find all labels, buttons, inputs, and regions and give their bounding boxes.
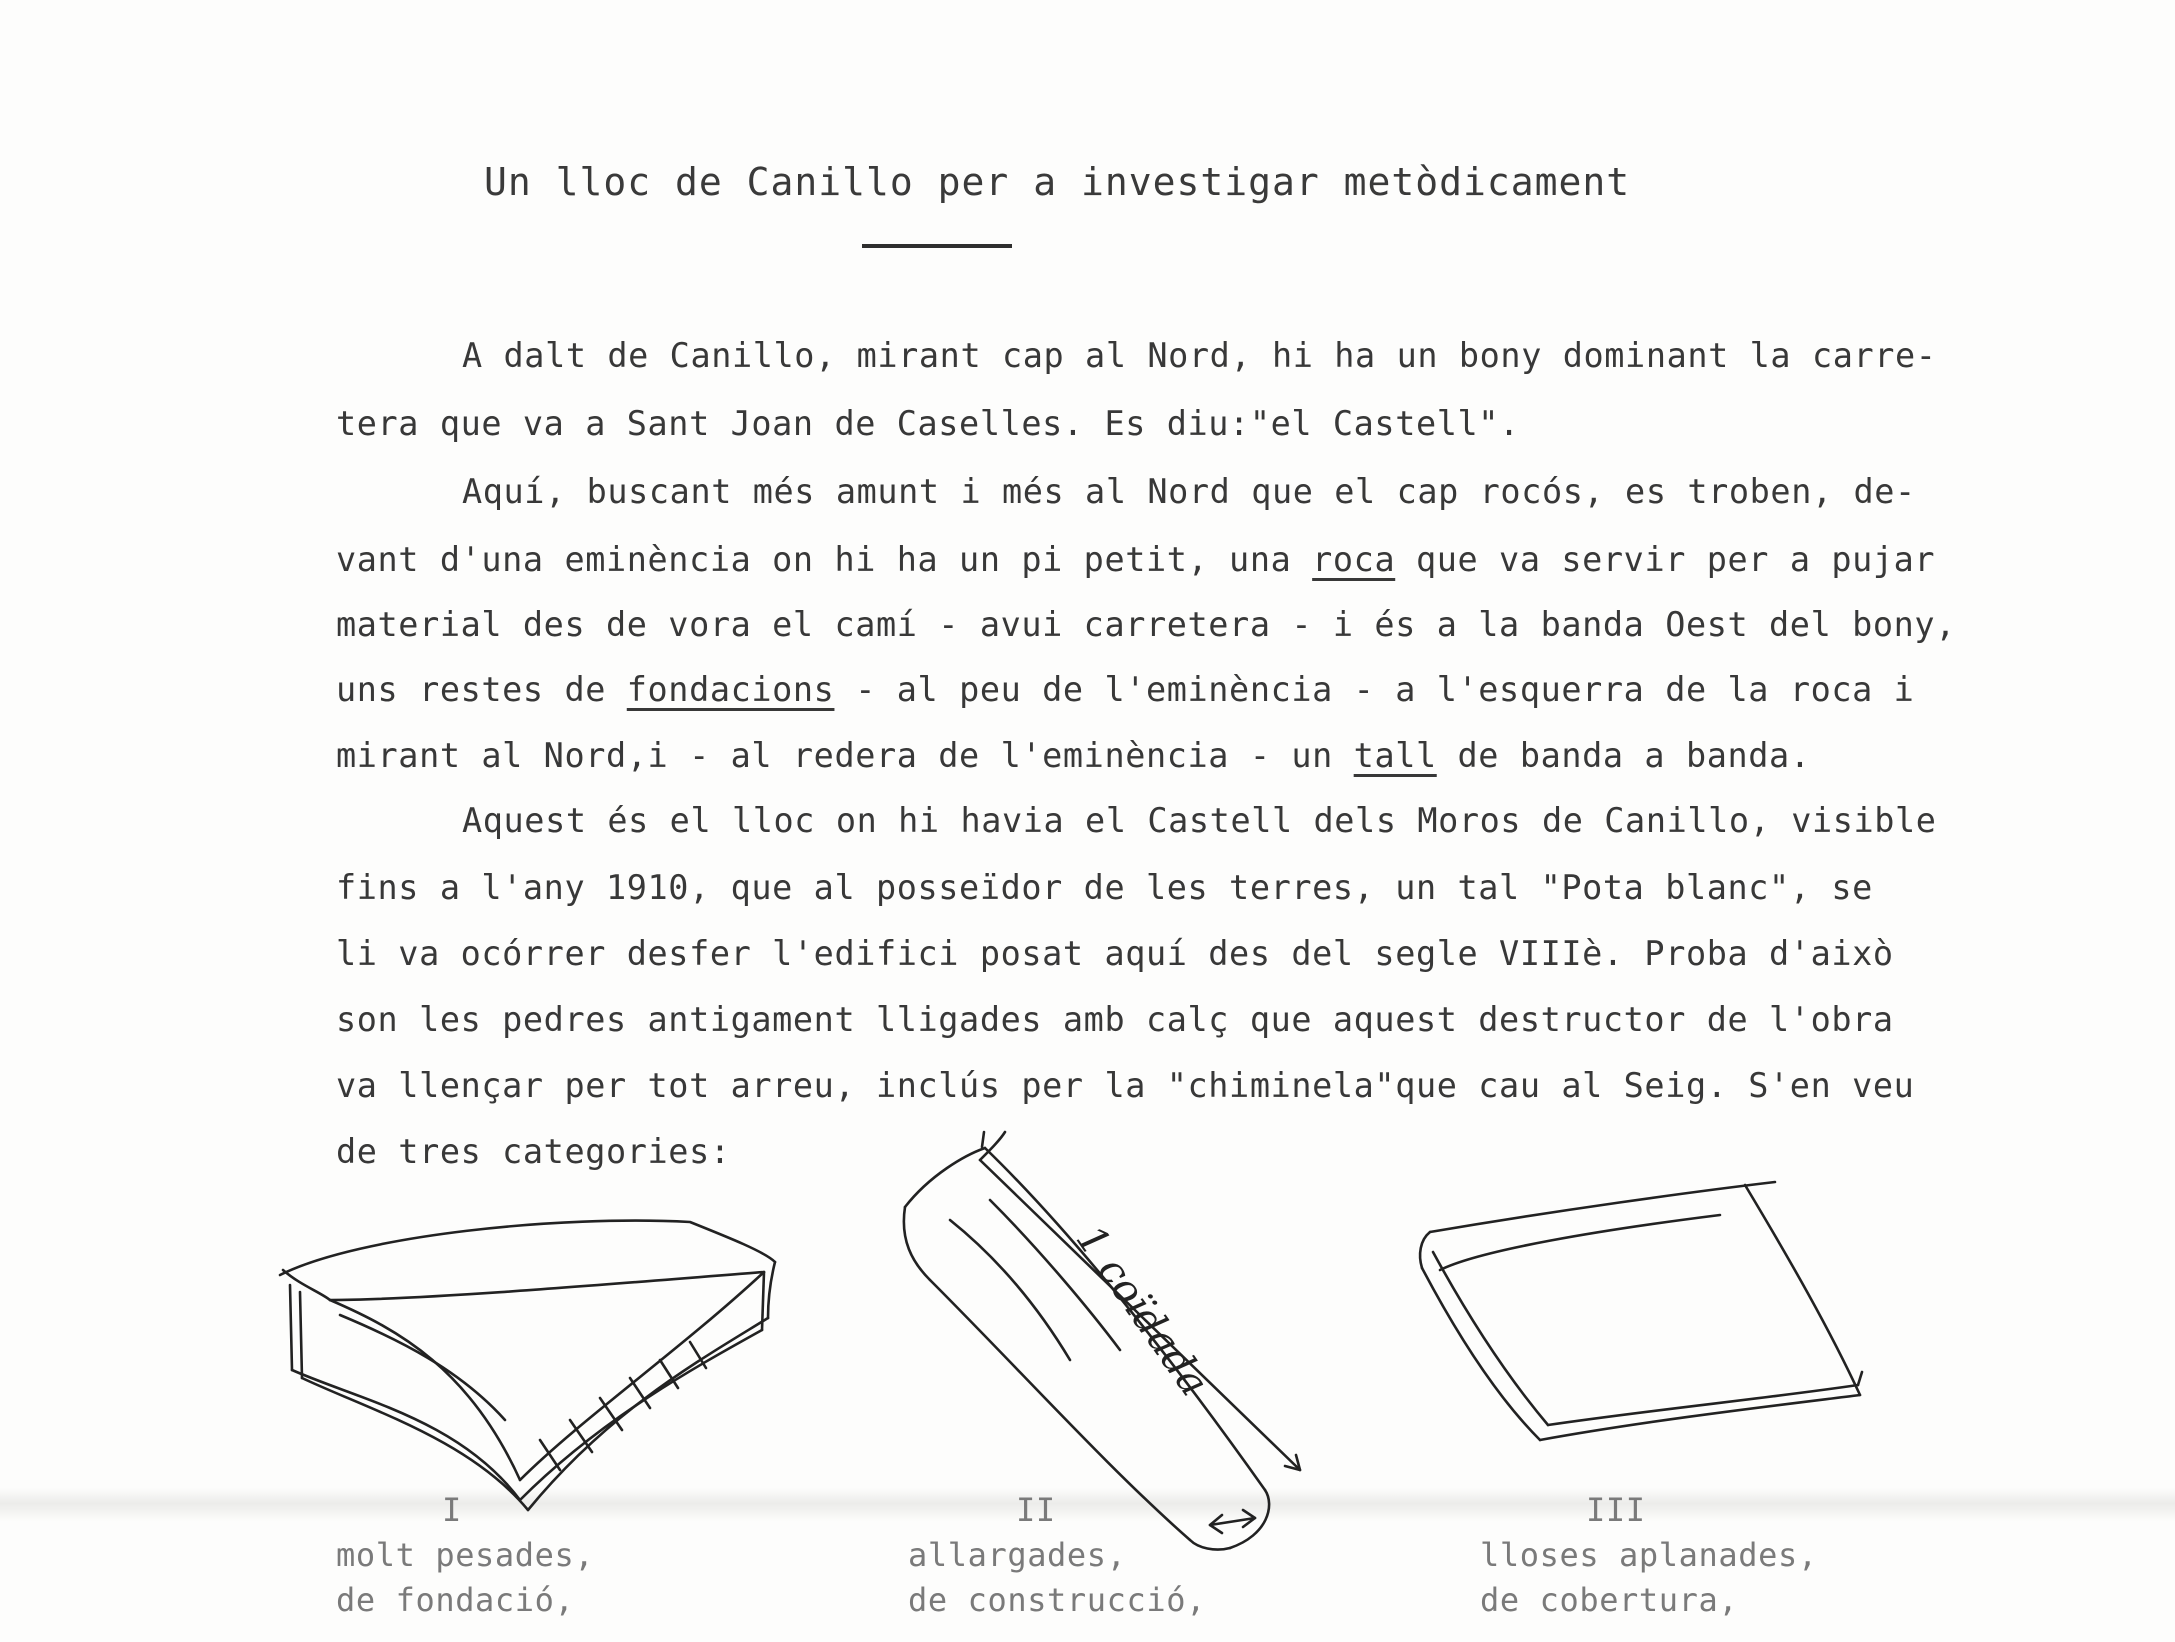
- paragraph2-line4-part-a: uns restes de: [336, 670, 627, 709]
- paragraph3-line4: son les pedres antigament lligades amb calç que aquest destructor de l'obra: [336, 1000, 1894, 1039]
- paragraph2-line2-part-b: que va servir per a pujar: [1395, 540, 1936, 579]
- paragraph2-line1: Aquí, buscant més amunt i més al Nord que el cap rocós, es troben, de-: [462, 472, 1916, 511]
- paragraph2-line4: [336, 670, 1914, 709]
- paragraph2-line5-part-b: de banda a banda.: [1436, 736, 1811, 775]
- sketch-annotation-text: 1 coïdada: [1066, 1217, 1218, 1405]
- paragraph2-line5: [336, 736, 1811, 775]
- category-1-line2: de fondació,: [336, 1581, 575, 1619]
- paragraph1-line2: tera que va a Sant Joan de Caselles. Es diu:"el Castell".: [336, 404, 1520, 443]
- sketch-foundation-stone: [280, 1221, 775, 1510]
- category-numeral-3: III: [1586, 1491, 1646, 1529]
- paragraph2-line3: material des de vora el camí - avui carretera - i és a la banda Oest del bony,: [336, 605, 1956, 644]
- document-title: Un lloc de Canillo per a investigar metòdicament: [484, 160, 1631, 204]
- paragraph2-line4-part-b: - al peu de l'eminència - a l'esquerra de la roca i: [834, 670, 1915, 709]
- category-caption-1: [336, 1488, 594, 1623]
- category-numeral-1: I: [442, 1491, 462, 1529]
- category-3-line2: de cobertura,: [1480, 1581, 1739, 1619]
- sketch-construction-stone: [904, 1132, 1300, 1550]
- category-2-line1: allargades,: [908, 1536, 1127, 1574]
- underlined-word-tall: tall: [1353, 736, 1437, 775]
- paragraph3-line2: fins a l'any 1910, que al posseïdor de les terres, un tal "Pota blanc", se: [336, 868, 1873, 907]
- category-caption-2: [908, 1488, 1206, 1623]
- paragraph3-line5: va llençar per tot arreu, inclús per la "chiminela"que cau al Seig. S'en veu: [336, 1066, 1915, 1105]
- category-numeral-2: II: [1016, 1491, 1056, 1529]
- sketch-covering-slab: [1420, 1182, 1862, 1440]
- category-caption-3: [1480, 1488, 1818, 1623]
- paragraph3-line1: Aquest és el lloc on hi havia el Castell dels Moros de Canillo, visible: [462, 801, 1937, 840]
- paragraph3-line3: li va ocórrer desfer l'edifici posat aquí des del segle VIIIè. Proba d'això: [336, 934, 1894, 973]
- paragraph2-line5-part-a: mirant al Nord,i - al redera de l'eminència - un: [336, 736, 1354, 775]
- title-underline-rule: [862, 244, 1012, 248]
- paragraph1-line1: A dalt de Canillo, mirant cap al Nord, hi ha un bony dominant la carre-: [462, 336, 1937, 375]
- category-1-line1: molt pesades,: [336, 1536, 595, 1574]
- underlined-word-fondacions: fondacions: [626, 670, 835, 709]
- category-2-line2: de construcció,: [908, 1581, 1206, 1619]
- paragraph2-line2-part-a: vant d'una eminència on hi ha un pi petit, una: [336, 540, 1313, 579]
- paragraph3-line6: de tres categories:: [336, 1132, 731, 1171]
- underlined-word-roca: roca: [1312, 540, 1396, 579]
- category-3-line1: lloses aplanades,: [1480, 1536, 1818, 1574]
- paragraph2-line2: [336, 540, 1935, 579]
